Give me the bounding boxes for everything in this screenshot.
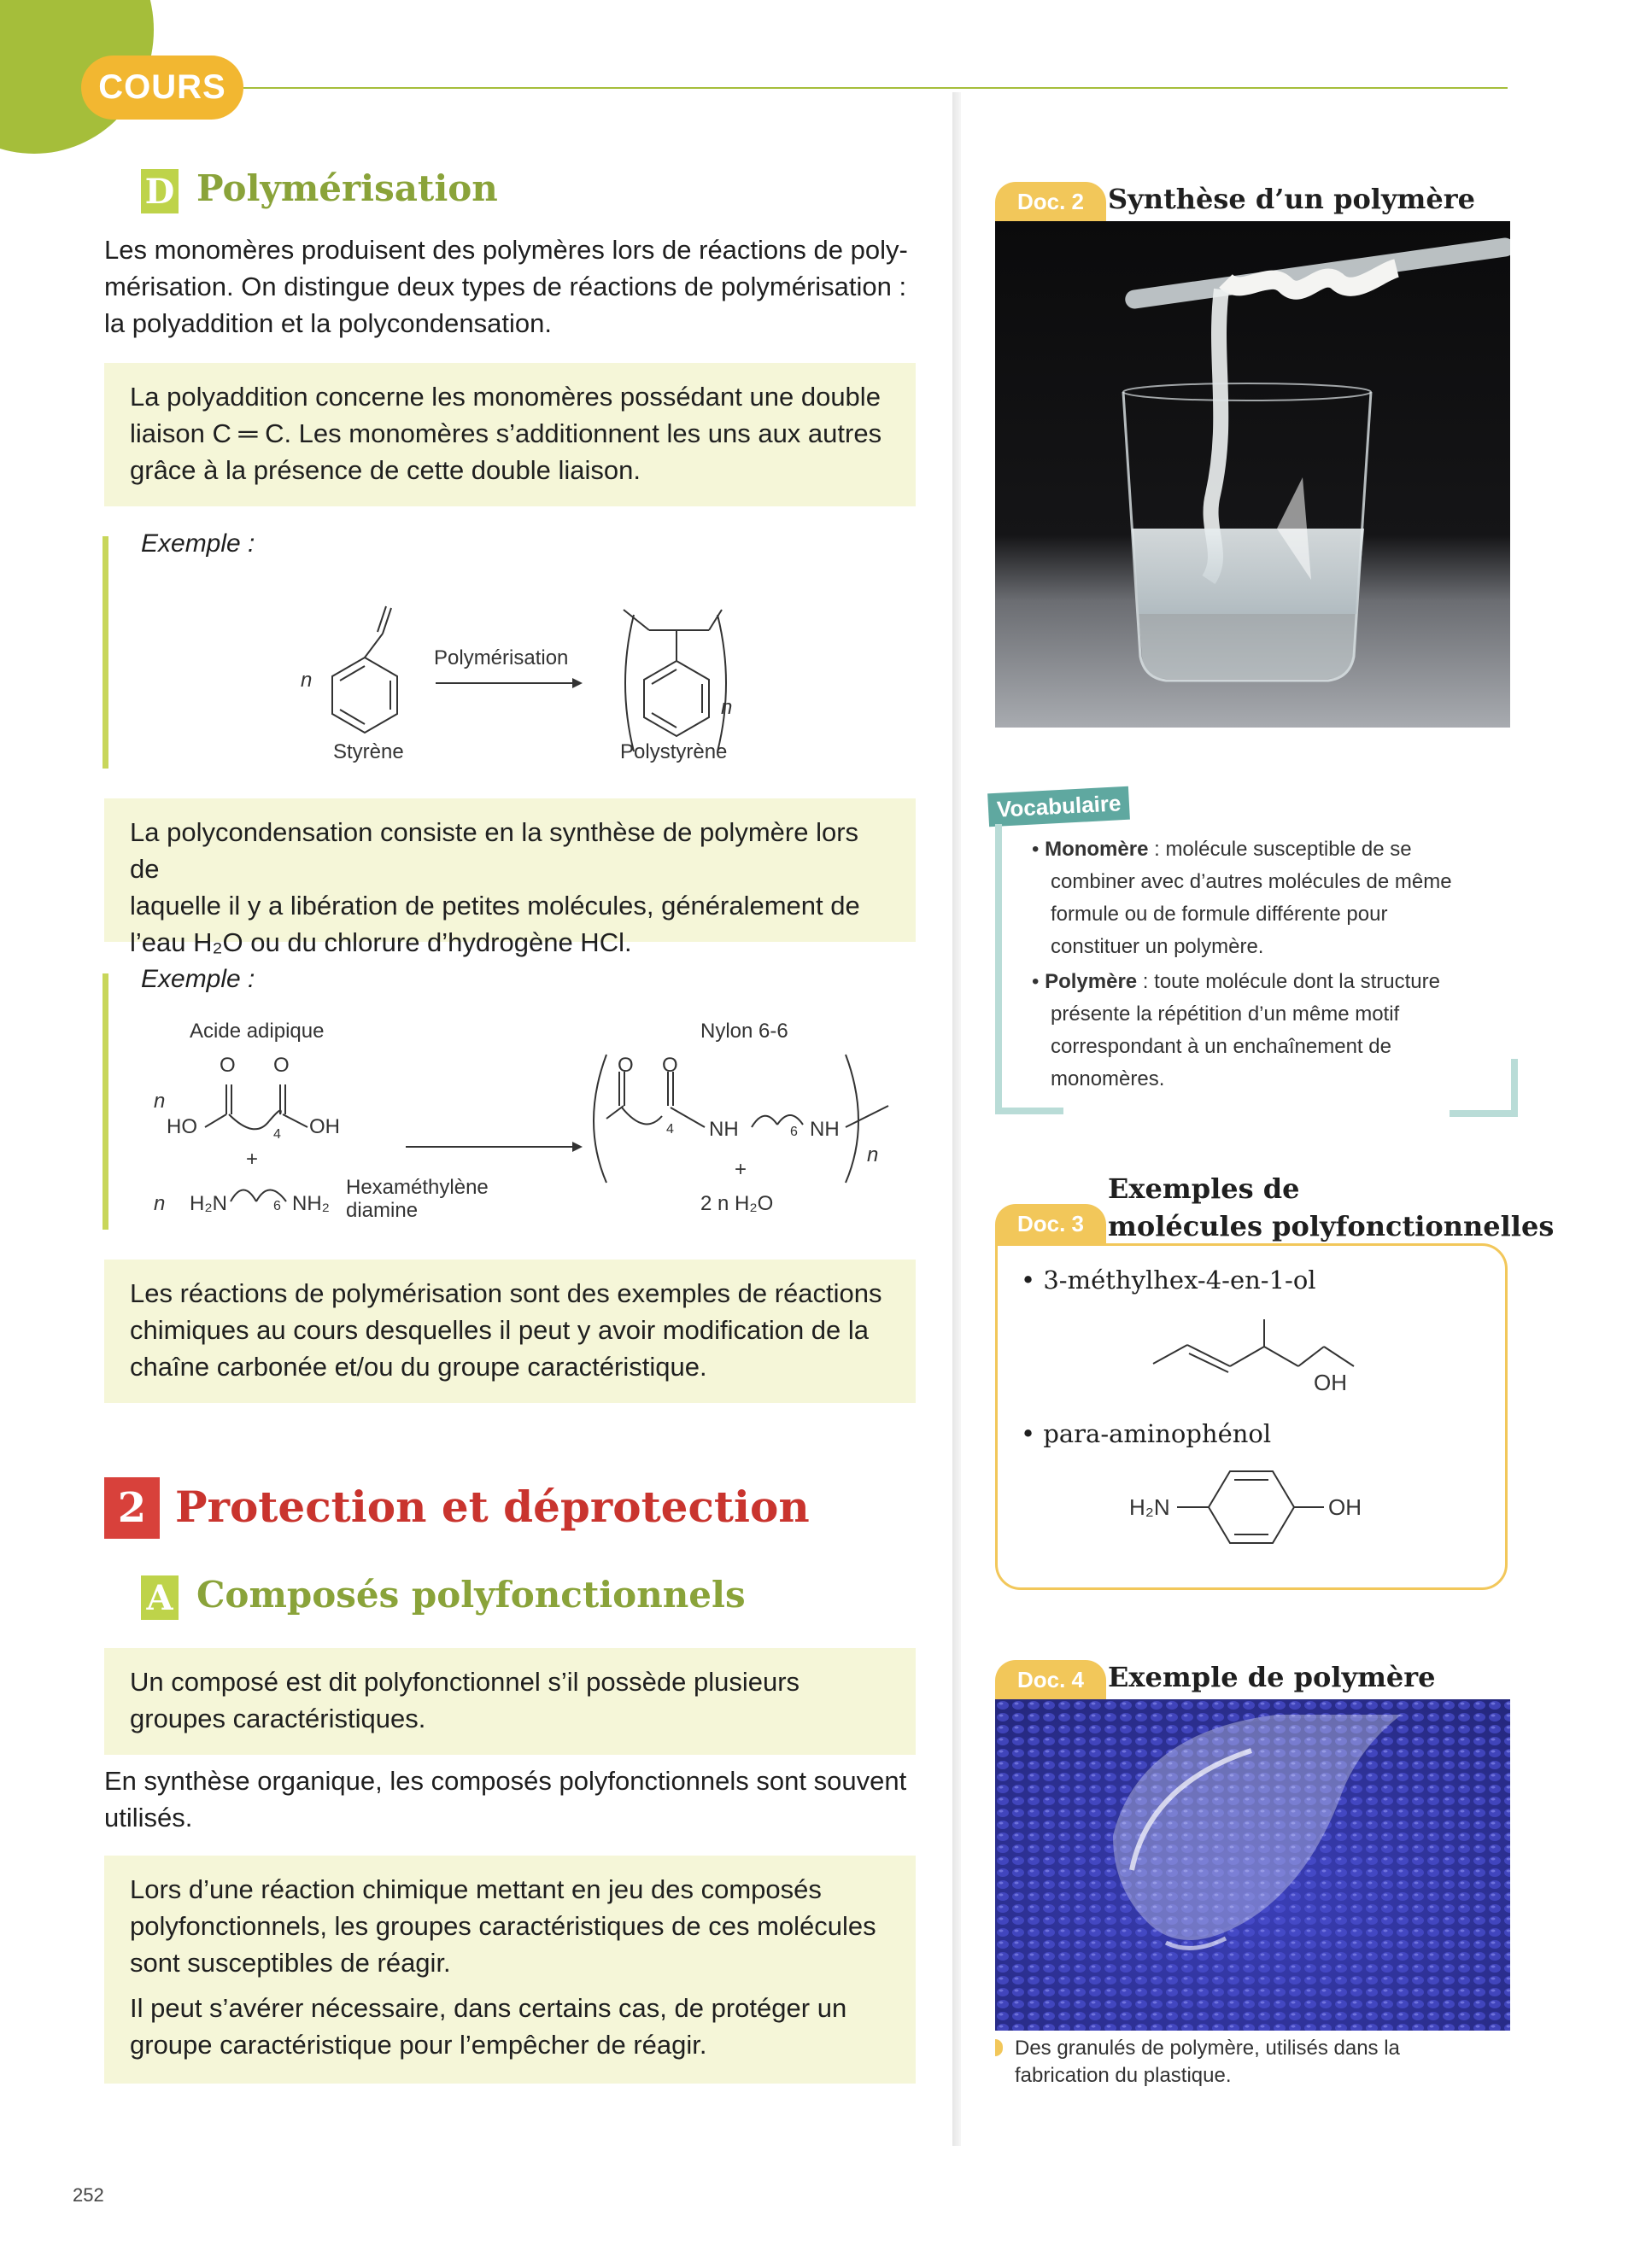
plus-2: + [735,1158,747,1181]
amine-sub6: 6 [273,1199,281,1213]
doc4-granules-photo [995,1699,1510,2031]
doc3-molecule1-name: • 3-méthylhex-4-en-1-ol [1021,1266,1316,1295]
acid-coef: n [154,1090,166,1113]
polyfonctionnel-box: Un composé est dit polyfonctionnel s’il possède plusieurs groupes caractéristiques. [104,1648,916,1755]
doc2-beaker-photo [995,221,1510,728]
vocab-bracket-left [995,824,1002,1114]
doc2-tab: Doc. 2 [995,182,1106,221]
doc3-molecule2-name: • para-aminophénol [1021,1419,1272,1448]
diamine-line1: Hexaméthylène [346,1176,489,1199]
aminophenol-skeleton [1119,1464,1461,1550]
doc3-tab: Doc. 3 [995,1204,1106,1243]
page-number: 252 [73,2184,104,2206]
vocab-item-polymere: • Polymère : toute molécule dont la structure présente la répétition d’un même motif correspondant à un enchaînement de monomères. [1032,970,1440,1090]
section-d-letter: D [141,169,179,213]
acid-name: Acide adipique [190,1020,325,1043]
nylon-reaction-diagram [145,1012,914,1234]
amine-h2n: H₂N [190,1192,227,1215]
example2-label: Exemple : [141,965,255,993]
polycondensation-box: La polycondensation consiste en la synthèse de polymère lors de laquelle il y a libération de petites molécules, généralement de l’eau H₂O ou du chlorure d’hydrogène HCl. [104,798,916,942]
example1-label: Exemple : [141,529,255,558]
molecule1-oh: OH [1314,1370,1347,1395]
nylon-name: Nylon 6-6 [700,1020,788,1043]
doc4-tab: Doc. 4 [995,1660,1106,1699]
acid-sub4: 4 [273,1127,281,1142]
amine-nh2: NH₂ [292,1192,330,1215]
nylon-sub4: 4 [666,1122,674,1137]
example1-coef: n [301,669,313,692]
column-divider [952,92,961,2146]
nylon-o1: O [618,1054,634,1077]
amine-coef: n [154,1192,166,1215]
section-d-title: Polymérisation [196,167,498,209]
example2-bar [102,973,108,1230]
section-2-number: 2 [104,1477,160,1539]
protection-box: Lors d’une réaction chimique mettant en jeu des composés polyfonctionnels, les groupes caractéristiques de ces molécules sont susceptibles de réagir. Il peut s’avérer nécessaire, dans certains cas, de protéger un groupe caractéristique pour l’empêcher de réagir. [104,1856,916,2084]
plus-1: + [246,1148,259,1171]
styrene-reaction-diagram [282,581,760,777]
vocab-bracket-right [1511,1059,1518,1117]
nylon-sub6: 6 [790,1125,798,1139]
nylon-nh2: NH [810,1118,840,1141]
diamine-line2: diamine [346,1199,419,1222]
doc4-caption: Des granulés de polymère, utilisés dans la fabrication du plastique. [1015,2037,1400,2087]
header-rule [243,87,1508,89]
molecule2-h2n: H₂N [1129,1494,1170,1520]
nylon-o2: O [662,1054,678,1077]
example1-bar [102,536,108,769]
doc4-title: Exemple de polymère [1108,1661,1436,1693]
acid-ho: HO [167,1115,197,1138]
cours-tab: COURS [81,56,243,120]
vocab-item-monomere: • Monomère : molécule susceptible de se combiner avec d’autres molécules de même formule ou de formule différente pour constituer un polymère. [1032,838,1452,958]
doc3-title: Exemples de molécules polyfonctionnelles [1108,1172,1555,1242]
nylon-nh1: NH [709,1118,739,1141]
section-a-title: Composés polyfonctionnels [196,1574,746,1616]
vocab-bracket-bottom-right [1450,1110,1518,1117]
polystyrene-label: Polystyrène [620,740,728,763]
molecule2-oh: OH [1328,1494,1362,1520]
example1-arrow-label: Polymérisation [434,646,569,669]
styrene-label: Styrène [333,740,404,763]
acid-o2: O [273,1054,290,1077]
section-a-letter: A [141,1575,179,1620]
acid-oh: OH [309,1115,340,1138]
section-2-title: Protection et déprotection [175,1482,810,1532]
caption-marker [995,2039,1003,2056]
acid-o1: O [220,1054,236,1077]
doc2-title: Synthèse d’un polymère [1108,183,1475,215]
reactions-box: Les réactions de polymérisation sont des exemples de réactions chimiques au cours desquelles il peut y avoir modification de la chaîne carbonée et/ou du groupe caractéristique. [104,1260,916,1403]
section-a-text: En synthèse organique, les composés polyfonctionnels sont souvent utilisés. [104,1766,907,1833]
methylhexenol-skeleton [1145,1311,1418,1396]
nylon-subscript: n [867,1143,879,1166]
vocab-bracket-bottom-left [995,1108,1063,1114]
section-d-intro: Les monomères produisent des polymères lors de réactions de poly- mérisation. On distingue deux types de réactions de polymérisation : la polyaddition et la polycondensation. [104,235,908,338]
water-label: 2 n H₂O [700,1192,774,1215]
vocab-tab: Vocabulaire [987,786,1130,827]
example1-subscript: n [721,696,733,719]
polyaddition-box: La polyaddition concerne les monomères possédant une double liaison C ═ C. Les monomères s’additionnent les uns aux autres grâce à la présence de cette double liaison. [104,363,916,506]
